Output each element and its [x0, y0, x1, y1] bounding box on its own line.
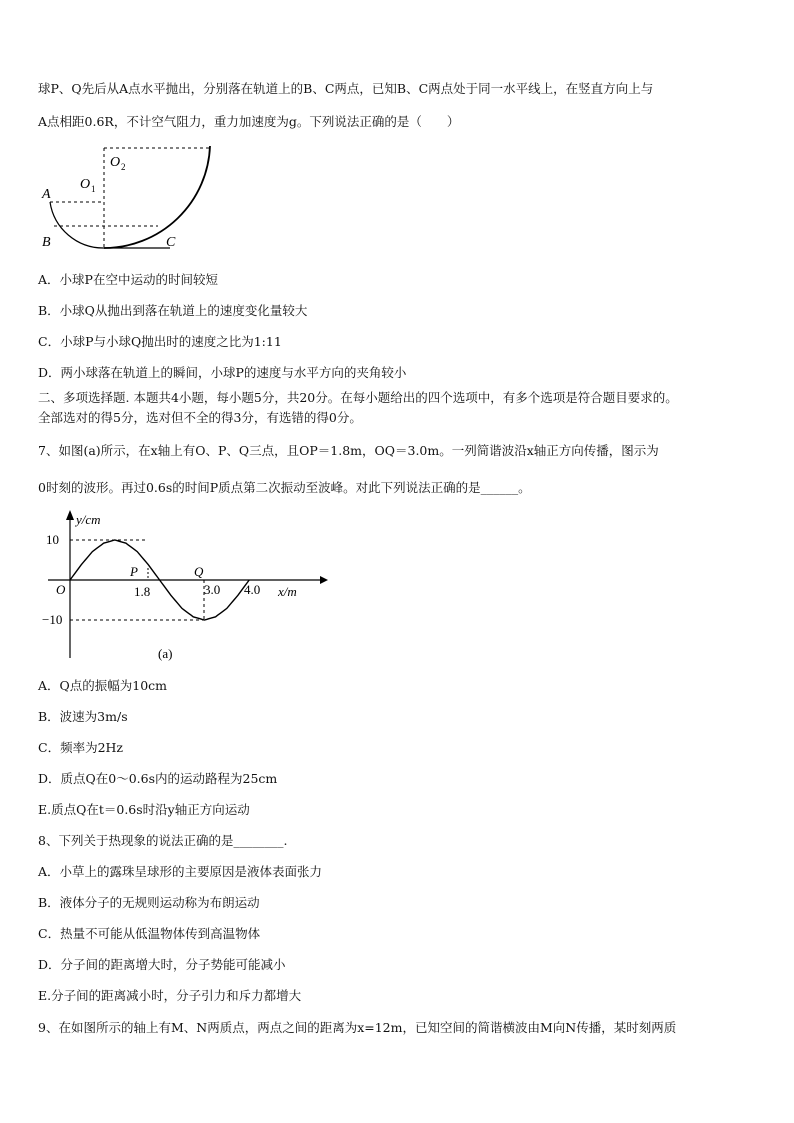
q7-option-a: A．Q点的振幅为10cm — [38, 678, 168, 693]
q6-option-b: B．小球Q从抛出到落在轨道上的速度变化量较大 — [38, 303, 308, 318]
q7-option-c: C．频率为2Hz — [38, 740, 124, 755]
label-o1-sub: 1 — [91, 184, 96, 194]
q7-option-d: D．质点Q在0～0.6s内的运动路程为25cm — [38, 771, 278, 786]
label-b: B — [42, 235, 51, 250]
label-origin: O — [56, 582, 66, 597]
q7-stem-line1: 7、如图(a)所示，在x轴上有O、P、Q三点，且OP＝1.8m，OQ＝3.0m。一列简谐波沿x轴正方向传播，图示为 — [38, 443, 659, 458]
q7-option-b: B．波速为3m/s — [38, 709, 128, 724]
q8-option-c: C．热量不可能从低温物体传到高温物体 — [38, 926, 261, 941]
q6-option-d: D．两小球落在轨道上的瞬间，小球P的速度与水平方向的夹角较小 — [38, 365, 407, 380]
section2-line1: 二、多项选择题. 本题共4小题，每小题5分，共20分。在每小题给出的四个选项中，有多个选项是符合题目要求的。 — [38, 390, 678, 405]
label-a: A — [42, 187, 51, 202]
x-tick-4-0: 4.0 — [244, 582, 261, 597]
q9-stem-line1: 9、在如图所示的轴上有M、N两质点，两点之间的距离为x=12m，已知空间的简谐横波由M向N传播，某时刻两质 — [38, 1020, 677, 1035]
q7-option-e: E.质点Q在t＝0.6s时沿y轴正方向运动 — [38, 802, 250, 817]
x-axis-arrow — [320, 576, 328, 584]
label-q: Q — [194, 564, 204, 579]
y-tick-neg10: −10 — [42, 612, 63, 627]
chart-caption: (a) — [158, 646, 173, 661]
label-o1: O — [80, 177, 91, 192]
q6-stem-line1: 球P、Q先后从A点水平抛出，分别落在轨道上的B、C两点，已知B、C两点处于同一水平线上，在竖直方向上与 — [38, 81, 654, 96]
label-o2: O — [110, 155, 121, 170]
q8-option-b: B．液体分子的无规则运动称为布朗运动 — [38, 895, 260, 910]
y-tick-10: 10 — [46, 532, 59, 547]
y-axis-arrow — [66, 510, 74, 520]
label-o2-sub: 2 — [121, 162, 126, 172]
q6-stem-line2: A点相距0.6R，不计空气阻力，重力加速度为g。下列说法正确的是（ ） — [38, 114, 460, 129]
q6-option-a: A．小球P在空中运动的时间较短 — [38, 272, 218, 287]
q7-wave-chart — [38, 508, 328, 668]
label-p: P — [130, 564, 138, 579]
q6-track-figure — [38, 146, 220, 258]
track-small-arc — [50, 202, 170, 248]
label-c: C — [166, 235, 176, 250]
section2-line2: 全部选对的得5分，选对但不全的得3分，有选错的得0分。 — [38, 410, 362, 425]
q8-option-d: D．分子间的距离增大时，分子势能可能减小 — [38, 957, 286, 972]
x-tick-3-0: 3.0 — [204, 582, 221, 597]
y-axis-label: y/cm — [76, 512, 101, 527]
x-axis-label: x/m — [278, 584, 297, 599]
q8-option-e: E.分子间的距离减小时，分子引力和斥力都增大 — [38, 988, 302, 1003]
q8-stem: 8、下列关于热现象的说法正确的是________. — [38, 833, 288, 848]
q7-stem-line2: 0时刻的波形。再过0.6s的时间P质点第二次振动至波峰。对此下列说法正确的是______。 — [38, 480, 531, 495]
q8-option-a: A．小草上的露珠呈球形的主要原因是液体表面张力 — [38, 864, 323, 879]
q6-option-c: C．小球P与小球Q抛出时的速度之比为1:11 — [38, 334, 282, 349]
x-tick-1-8: 1.8 — [134, 584, 151, 599]
